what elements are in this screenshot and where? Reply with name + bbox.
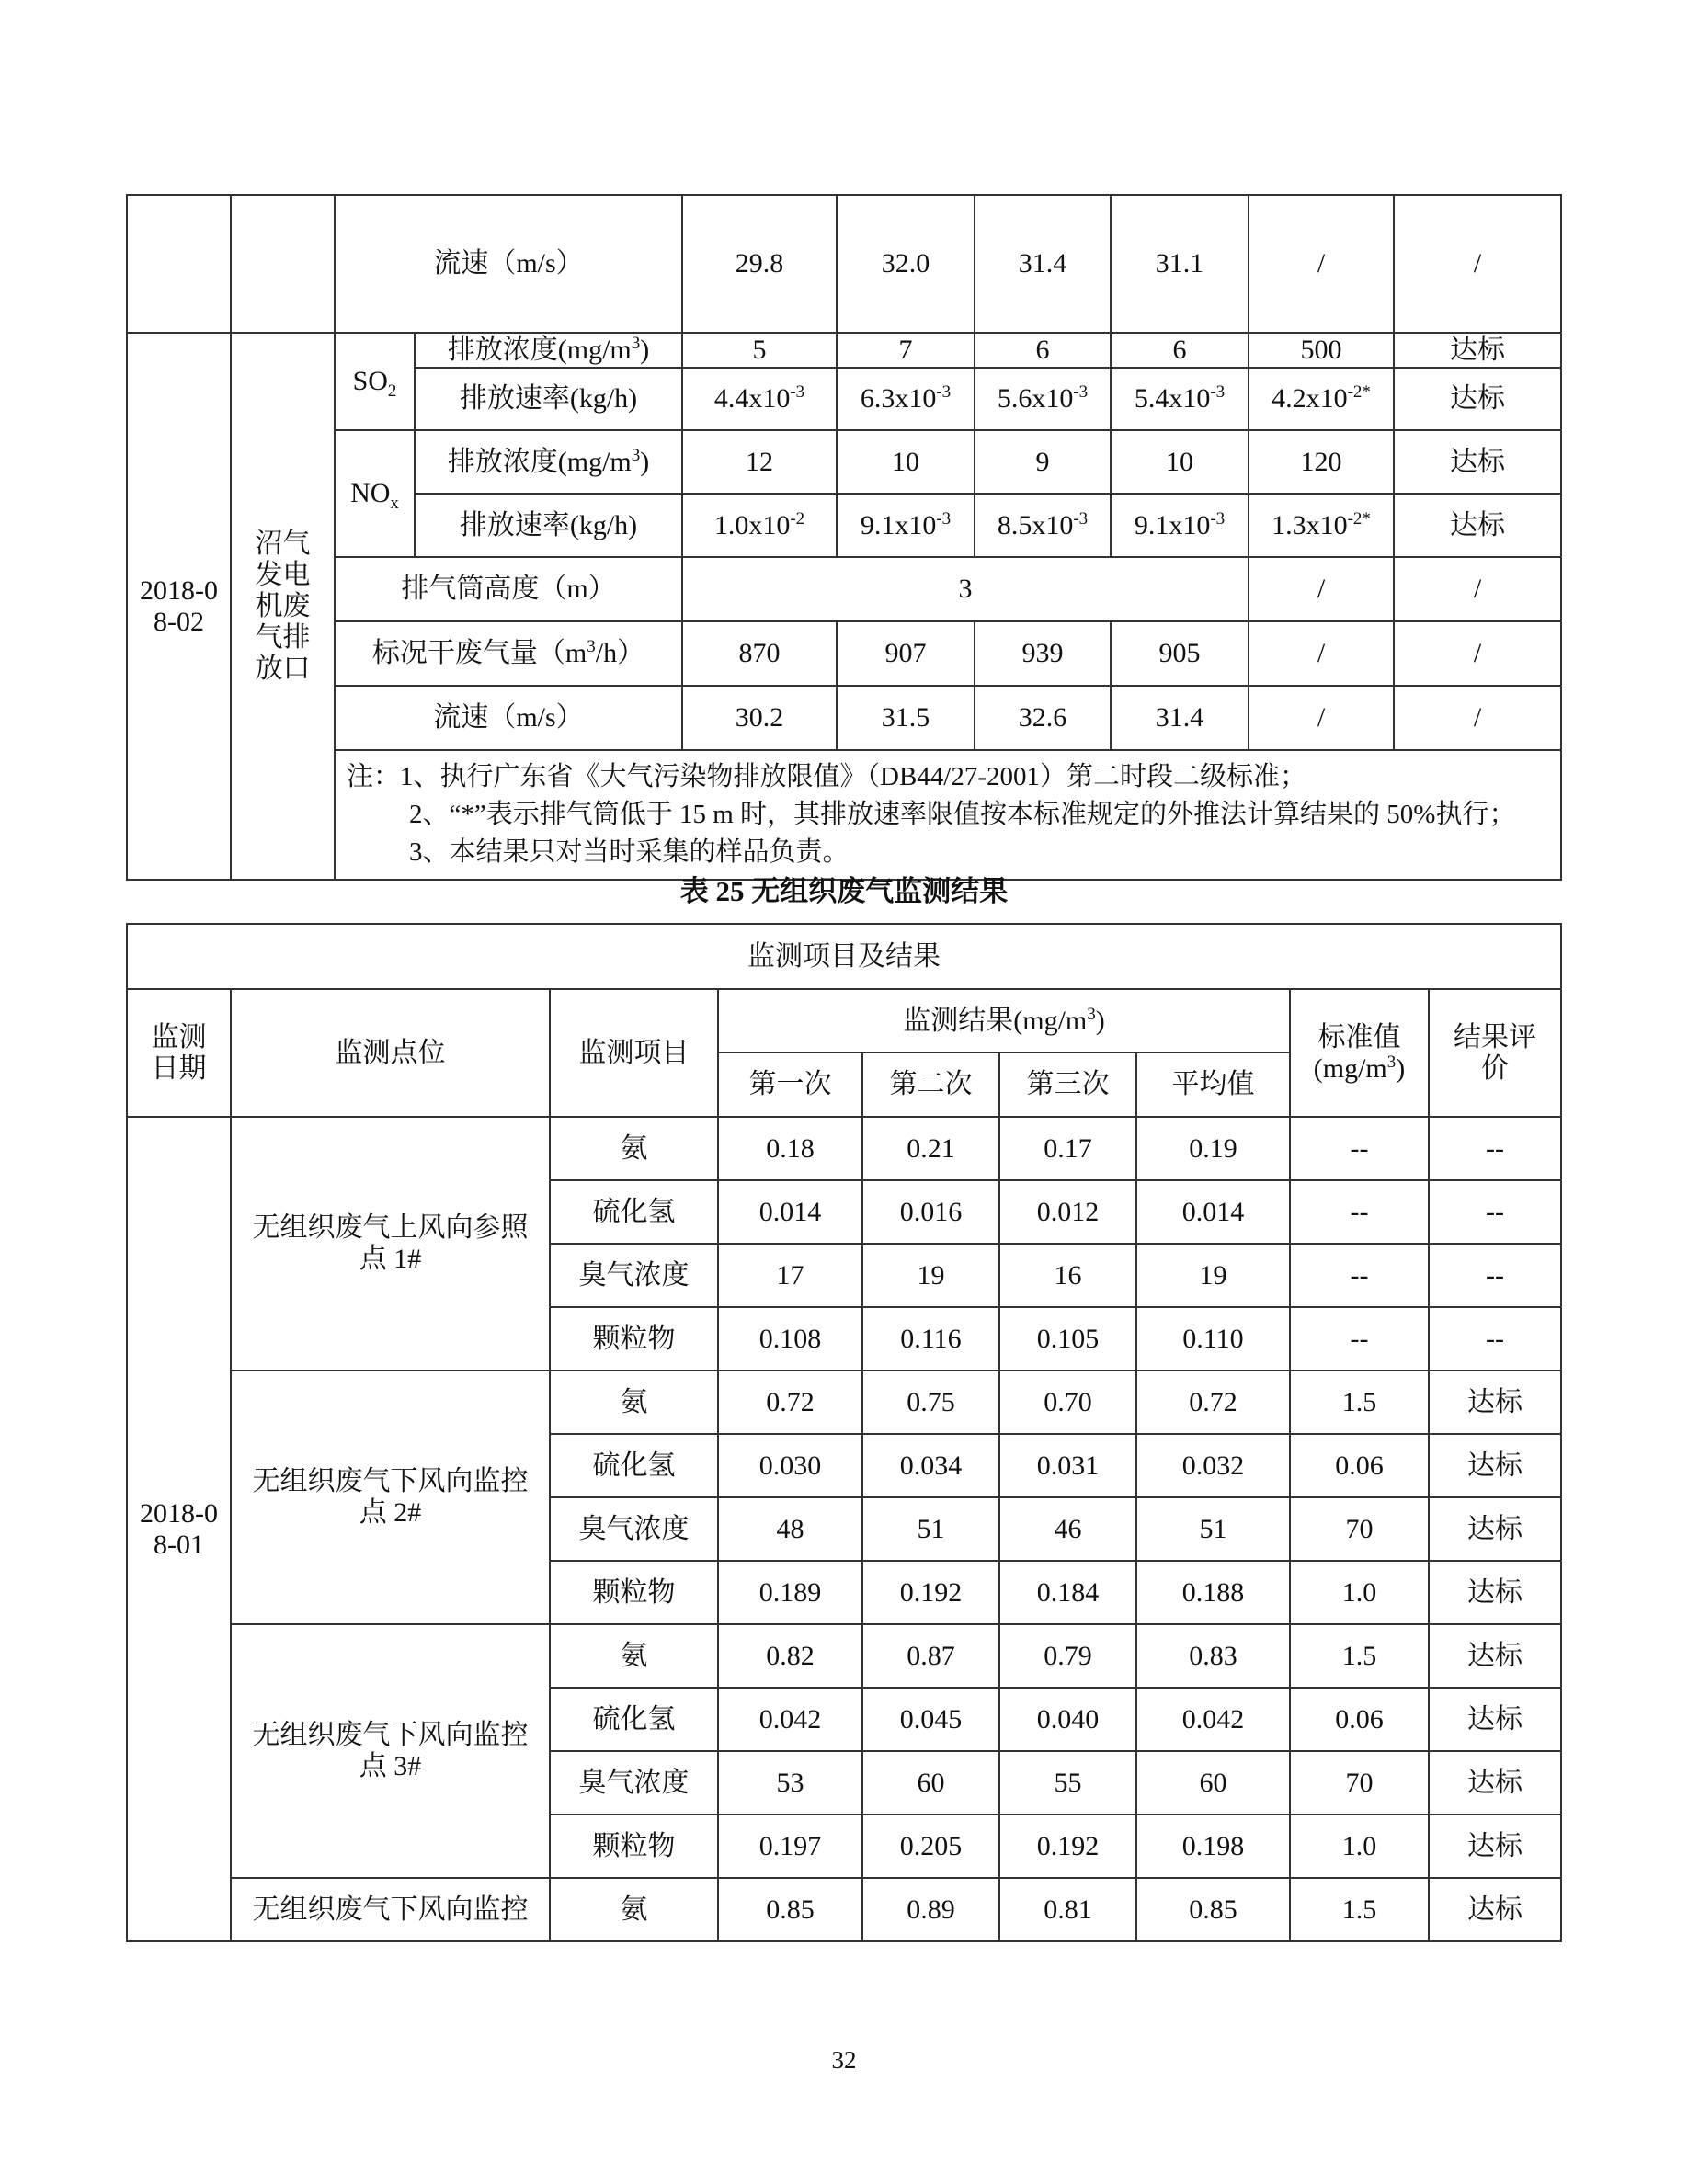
so2-rate-eval: 达标 — [1394, 368, 1561, 430]
value-cell: 0.032 — [1136, 1434, 1290, 1497]
value-cell: 51 — [1136, 1497, 1290, 1561]
item-cell: 氨 — [550, 1624, 718, 1688]
point-line: 点 3# — [359, 1751, 422, 1781]
point-cell — [231, 1624, 550, 1878]
nox-rate-value: $9.1x10^{-3}$ — [837, 494, 975, 557]
value-cell: 0.19 — [1136, 1117, 1290, 1180]
value-cell: 60 — [1136, 1751, 1290, 1814]
point-line: 无组织废气下风向监控 — [252, 1466, 529, 1496]
item-cell: 硫化氢 — [550, 1688, 718, 1751]
nox-conc-value: 10 — [837, 430, 975, 494]
eval-cell: 达标 — [1429, 1814, 1561, 1878]
item-cell: 臭气浓度 — [550, 1244, 718, 1307]
value-cell: 0.70 — [999, 1371, 1136, 1434]
location-line: 气排 — [255, 621, 311, 653]
nox-label: $NO_x$ — [335, 430, 415, 557]
std-cell: -- — [1290, 1117, 1429, 1180]
value-cell: 0.79 — [999, 1624, 1136, 1688]
nox-rate-value: $8.5x10^{-3}$ — [975, 494, 1111, 557]
value-cell: 19 — [862, 1244, 999, 1307]
flow-std: / — [1249, 195, 1394, 333]
location-line: 发电 — [255, 559, 311, 590]
item-cell: 氨 — [550, 1878, 718, 1941]
col-result: 监测结果$(mg/m^3)$ — [718, 989, 1290, 1052]
table-body — [127, 1117, 1561, 1941]
col-average: 平均值 — [1136, 1052, 1290, 1117]
nox-conc-eval: 达标 — [1394, 430, 1561, 494]
table-notes — [335, 750, 1561, 880]
so2-rate-value: $6.3x10^{-3}$ — [837, 368, 975, 430]
note-line: 3、本结果只对当时采集的样品负责。 — [409, 837, 850, 867]
std-cell: 1.0 — [1290, 1814, 1429, 1878]
eval-cell: -- — [1429, 1117, 1561, 1180]
col-eval: 结果评 价 — [1429, 989, 1561, 1117]
flow-eval: / — [1394, 686, 1561, 750]
flow-value: 31.5 — [837, 686, 975, 750]
value-cell: 0.81 — [999, 1878, 1136, 1941]
page-number: 32 — [831, 2046, 857, 2074]
col-std: 标准值 $(mg/m^3)$ — [1290, 989, 1429, 1117]
value-cell: 19 — [1136, 1244, 1290, 1307]
value-cell: 60 — [862, 1751, 999, 1814]
value-cell: 0.192 — [862, 1561, 999, 1624]
stack-height-value: 3 — [682, 557, 1249, 621]
value-cell: 0.85 — [718, 1878, 862, 1941]
flow-label: 流速（m/s） — [335, 195, 682, 333]
item-cell: 臭气浓度 — [550, 1497, 718, 1561]
value-cell: 0.014 — [1136, 1180, 1290, 1244]
table-caption: 表 25 无组织废气监测结果 — [679, 875, 1009, 907]
date-line: 2018-0 — [140, 1497, 218, 1529]
col-first: 第一次 — [718, 1052, 862, 1117]
eval-cell: 达标 — [1429, 1878, 1561, 1941]
value-cell: 0.89 — [862, 1878, 999, 1941]
std-cell: -- — [1290, 1244, 1429, 1307]
stack-height-eval: / — [1394, 557, 1561, 621]
flow-std: / — [1249, 686, 1394, 750]
so2-rate-std: $4.2x10^{-2*}$ — [1249, 368, 1394, 430]
point-line: 无组织废气下风向监控 — [252, 1720, 529, 1750]
dry-gas-value: 907 — [837, 621, 975, 686]
value-cell: 0.82 — [718, 1624, 862, 1688]
nox-rate-value: $9.1x10^{-3}$ — [1111, 494, 1249, 557]
point-cell — [231, 1878, 550, 1941]
std-cell: 1.5 — [1290, 1878, 1429, 1941]
point-line: 点 1# — [359, 1244, 422, 1274]
nox-rate-label: 排放速率(kg/h) — [415, 494, 682, 557]
flow-value: 31.4 — [1111, 686, 1249, 750]
nox-conc-value: 9 — [975, 430, 1111, 494]
value-cell: 0.110 — [1136, 1307, 1290, 1371]
value-cell: 0.189 — [718, 1561, 862, 1624]
value-cell: 0.72 — [1136, 1371, 1290, 1434]
so2-conc-value: 6 — [1111, 333, 1249, 368]
value-cell: 0.045 — [862, 1688, 999, 1751]
value-cell: 0.030 — [718, 1434, 862, 1497]
date-cell-prev — [127, 195, 231, 333]
std-cell: -- — [1290, 1180, 1429, 1244]
flow-eval: / — [1394, 195, 1561, 333]
so2-conc-std: 500 — [1249, 333, 1394, 368]
flow-value: 29.8 — [682, 195, 837, 333]
nox-conc-value: 12 — [682, 430, 837, 494]
value-cell: 0.040 — [999, 1688, 1136, 1751]
std-cell: 1.5 — [1290, 1624, 1429, 1688]
note-line: 注：1、执行广东省《大气污染物排放限值》（DB44/27-2001）第二时段二级标准； — [347, 762, 1307, 791]
emission-table-continued — [126, 194, 1562, 881]
item-cell: 颗粒物 — [550, 1814, 718, 1878]
so2-rate-label: 排放速率(kg/h) — [415, 368, 682, 430]
so2-conc-value: 5 — [682, 333, 837, 368]
std-cell: -- — [1290, 1307, 1429, 1371]
dry-gas-label: 标况干废气量$(m^3/h)$ — [335, 621, 682, 686]
eval-cell: -- — [1429, 1180, 1561, 1244]
so2-rate-value: $5.4x10^{-3}$ — [1111, 368, 1249, 430]
nox-rate-value: $1.0x10^{-2}$ — [682, 494, 837, 557]
value-cell: 0.014 — [718, 1180, 862, 1244]
point-line: 无组织废气上风向参照 — [252, 1212, 529, 1243]
eval-cell: 达标 — [1429, 1561, 1561, 1624]
std-cell: 0.06 — [1290, 1688, 1429, 1751]
nox-rate-std: $1.3x10^{-2*}$ — [1249, 494, 1394, 557]
std-cell: 1.0 — [1290, 1561, 1429, 1624]
table-row — [127, 1624, 1561, 1688]
value-cell: 0.188 — [1136, 1561, 1290, 1624]
col-item: 监测项目 — [550, 989, 718, 1117]
value-cell: 0.72 — [718, 1371, 862, 1434]
dry-gas-value: 905 — [1111, 621, 1249, 686]
so2-conc-label: 排放浓度$(mg/m^3)$ — [415, 333, 682, 368]
so2-conc-value: 7 — [837, 333, 975, 368]
location-cell — [231, 333, 335, 880]
point-line: 无组织废气下风向监控 — [252, 1894, 529, 1925]
dry-gas-value: 870 — [682, 621, 837, 686]
location-line: 放口 — [255, 653, 311, 684]
eval-cell: 达标 — [1429, 1434, 1561, 1497]
value-cell: 0.034 — [862, 1434, 999, 1497]
stack-height-label: 排气筒高度（m） — [335, 557, 682, 621]
col-date: 监测 日期 — [127, 989, 231, 1117]
std-cell: 70 — [1290, 1751, 1429, 1814]
table-header-title: 监测项目及结果 — [127, 924, 1561, 989]
location-line: 沼气 — [255, 528, 311, 559]
date-line: 8-01 — [154, 1529, 204, 1560]
value-cell: 51 — [862, 1497, 999, 1561]
dry-gas-value: 939 — [975, 621, 1111, 686]
date-line: 2018-0 — [140, 574, 218, 606]
eval-cell: -- — [1429, 1307, 1561, 1371]
value-cell: 0.012 — [999, 1180, 1136, 1244]
flow-label: 流速（m/s） — [335, 686, 682, 750]
so2-conc-eval: 达标 — [1394, 333, 1561, 368]
item-cell: 氨 — [550, 1117, 718, 1180]
value-cell: 0.184 — [999, 1561, 1136, 1624]
so2-label: $SO_2$ — [335, 333, 415, 430]
nox-conc-value: 10 — [1111, 430, 1249, 494]
value-cell: 0.85 — [1136, 1878, 1290, 1941]
value-cell: 0.105 — [999, 1307, 1136, 1371]
value-cell: 0.205 — [862, 1814, 999, 1878]
item-cell: 颗粒物 — [550, 1307, 718, 1371]
flow-value: 31.4 — [975, 195, 1111, 333]
stack-height-std: / — [1249, 557, 1394, 621]
fugitive-emission-table — [126, 923, 1562, 1942]
item-cell: 氨 — [550, 1371, 718, 1434]
dry-gas-std: / — [1249, 621, 1394, 686]
flow-value: 30.2 — [682, 686, 837, 750]
eval-cell: 达标 — [1429, 1624, 1561, 1688]
value-cell: 0.042 — [1136, 1688, 1290, 1751]
dry-gas-eval: / — [1394, 621, 1561, 686]
std-cell: 0.06 — [1290, 1434, 1429, 1497]
value-cell: 0.83 — [1136, 1624, 1290, 1688]
point-line: 点 2# — [359, 1497, 422, 1528]
location-cell-prev — [231, 195, 335, 333]
value-cell: 0.197 — [718, 1814, 862, 1878]
value-cell: 48 — [718, 1497, 862, 1561]
item-cell: 硫化氢 — [550, 1434, 718, 1497]
value-cell: 0.87 — [862, 1624, 999, 1688]
value-cell: 0.198 — [1136, 1814, 1290, 1878]
value-cell: 16 — [999, 1244, 1136, 1307]
value-cell: 53 — [718, 1751, 862, 1814]
value-cell: 0.016 — [862, 1180, 999, 1244]
item-cell: 臭气浓度 — [550, 1751, 718, 1814]
date-cell — [127, 1117, 231, 1941]
value-cell: 0.21 — [862, 1117, 999, 1180]
item-cell: 硫化氢 — [550, 1180, 718, 1244]
value-cell: 0.042 — [718, 1688, 862, 1751]
value-cell: 0.18 — [718, 1117, 862, 1180]
value-cell: 0.192 — [999, 1814, 1136, 1878]
table-row — [127, 1878, 1561, 1941]
nox-rate-eval: 达标 — [1394, 494, 1561, 557]
point-cell — [231, 1117, 550, 1371]
value-cell: 0.17 — [999, 1117, 1136, 1180]
col-third: 第三次 — [999, 1052, 1136, 1117]
std-cell: 1.5 — [1290, 1371, 1429, 1434]
std-cell: 70 — [1290, 1497, 1429, 1561]
so2-rate-value: $4.4x10^{-3}$ — [682, 368, 837, 430]
col-point: 监测点位 — [231, 989, 550, 1117]
value-cell: 0.031 — [999, 1434, 1136, 1497]
item-cell: 颗粒物 — [550, 1561, 718, 1624]
eval-cell: 达标 — [1429, 1371, 1561, 1434]
eval-cell: 达标 — [1429, 1497, 1561, 1561]
eval-cell: 达标 — [1429, 1751, 1561, 1814]
col-second: 第二次 — [862, 1052, 999, 1117]
flow-value: 32.6 — [975, 686, 1111, 750]
eval-cell: 达标 — [1429, 1688, 1561, 1751]
location-line: 机废 — [255, 590, 311, 621]
value-cell: 46 — [999, 1497, 1136, 1561]
note-line: 2、“*”表示排气筒低于 15 m 时，其排放速率限值按本标准规定的外推法计算结果的 50%执行； — [409, 800, 1516, 829]
flow-value: 31.1 — [1111, 195, 1249, 333]
table-row — [127, 1117, 1561, 1180]
so2-rate-value: $5.6x10^{-3}$ — [975, 368, 1111, 430]
eval-cell: -- — [1429, 1244, 1561, 1307]
value-cell: 0.75 — [862, 1371, 999, 1434]
point-cell — [231, 1371, 550, 1624]
value-cell: 0.108 — [718, 1307, 862, 1371]
nox-conc-std: 120 — [1249, 430, 1394, 494]
table-row — [127, 1371, 1561, 1434]
flow-value: 32.0 — [837, 195, 975, 333]
value-cell: 0.116 — [862, 1307, 999, 1371]
so2-conc-value: 6 — [975, 333, 1111, 368]
value-cell: 17 — [718, 1244, 862, 1307]
nox-conc-label: 排放浓度$(mg/m^3)$ — [415, 430, 682, 494]
value-cell: 55 — [999, 1751, 1136, 1814]
date-cell — [127, 333, 231, 880]
date-line: 8-02 — [154, 606, 204, 637]
